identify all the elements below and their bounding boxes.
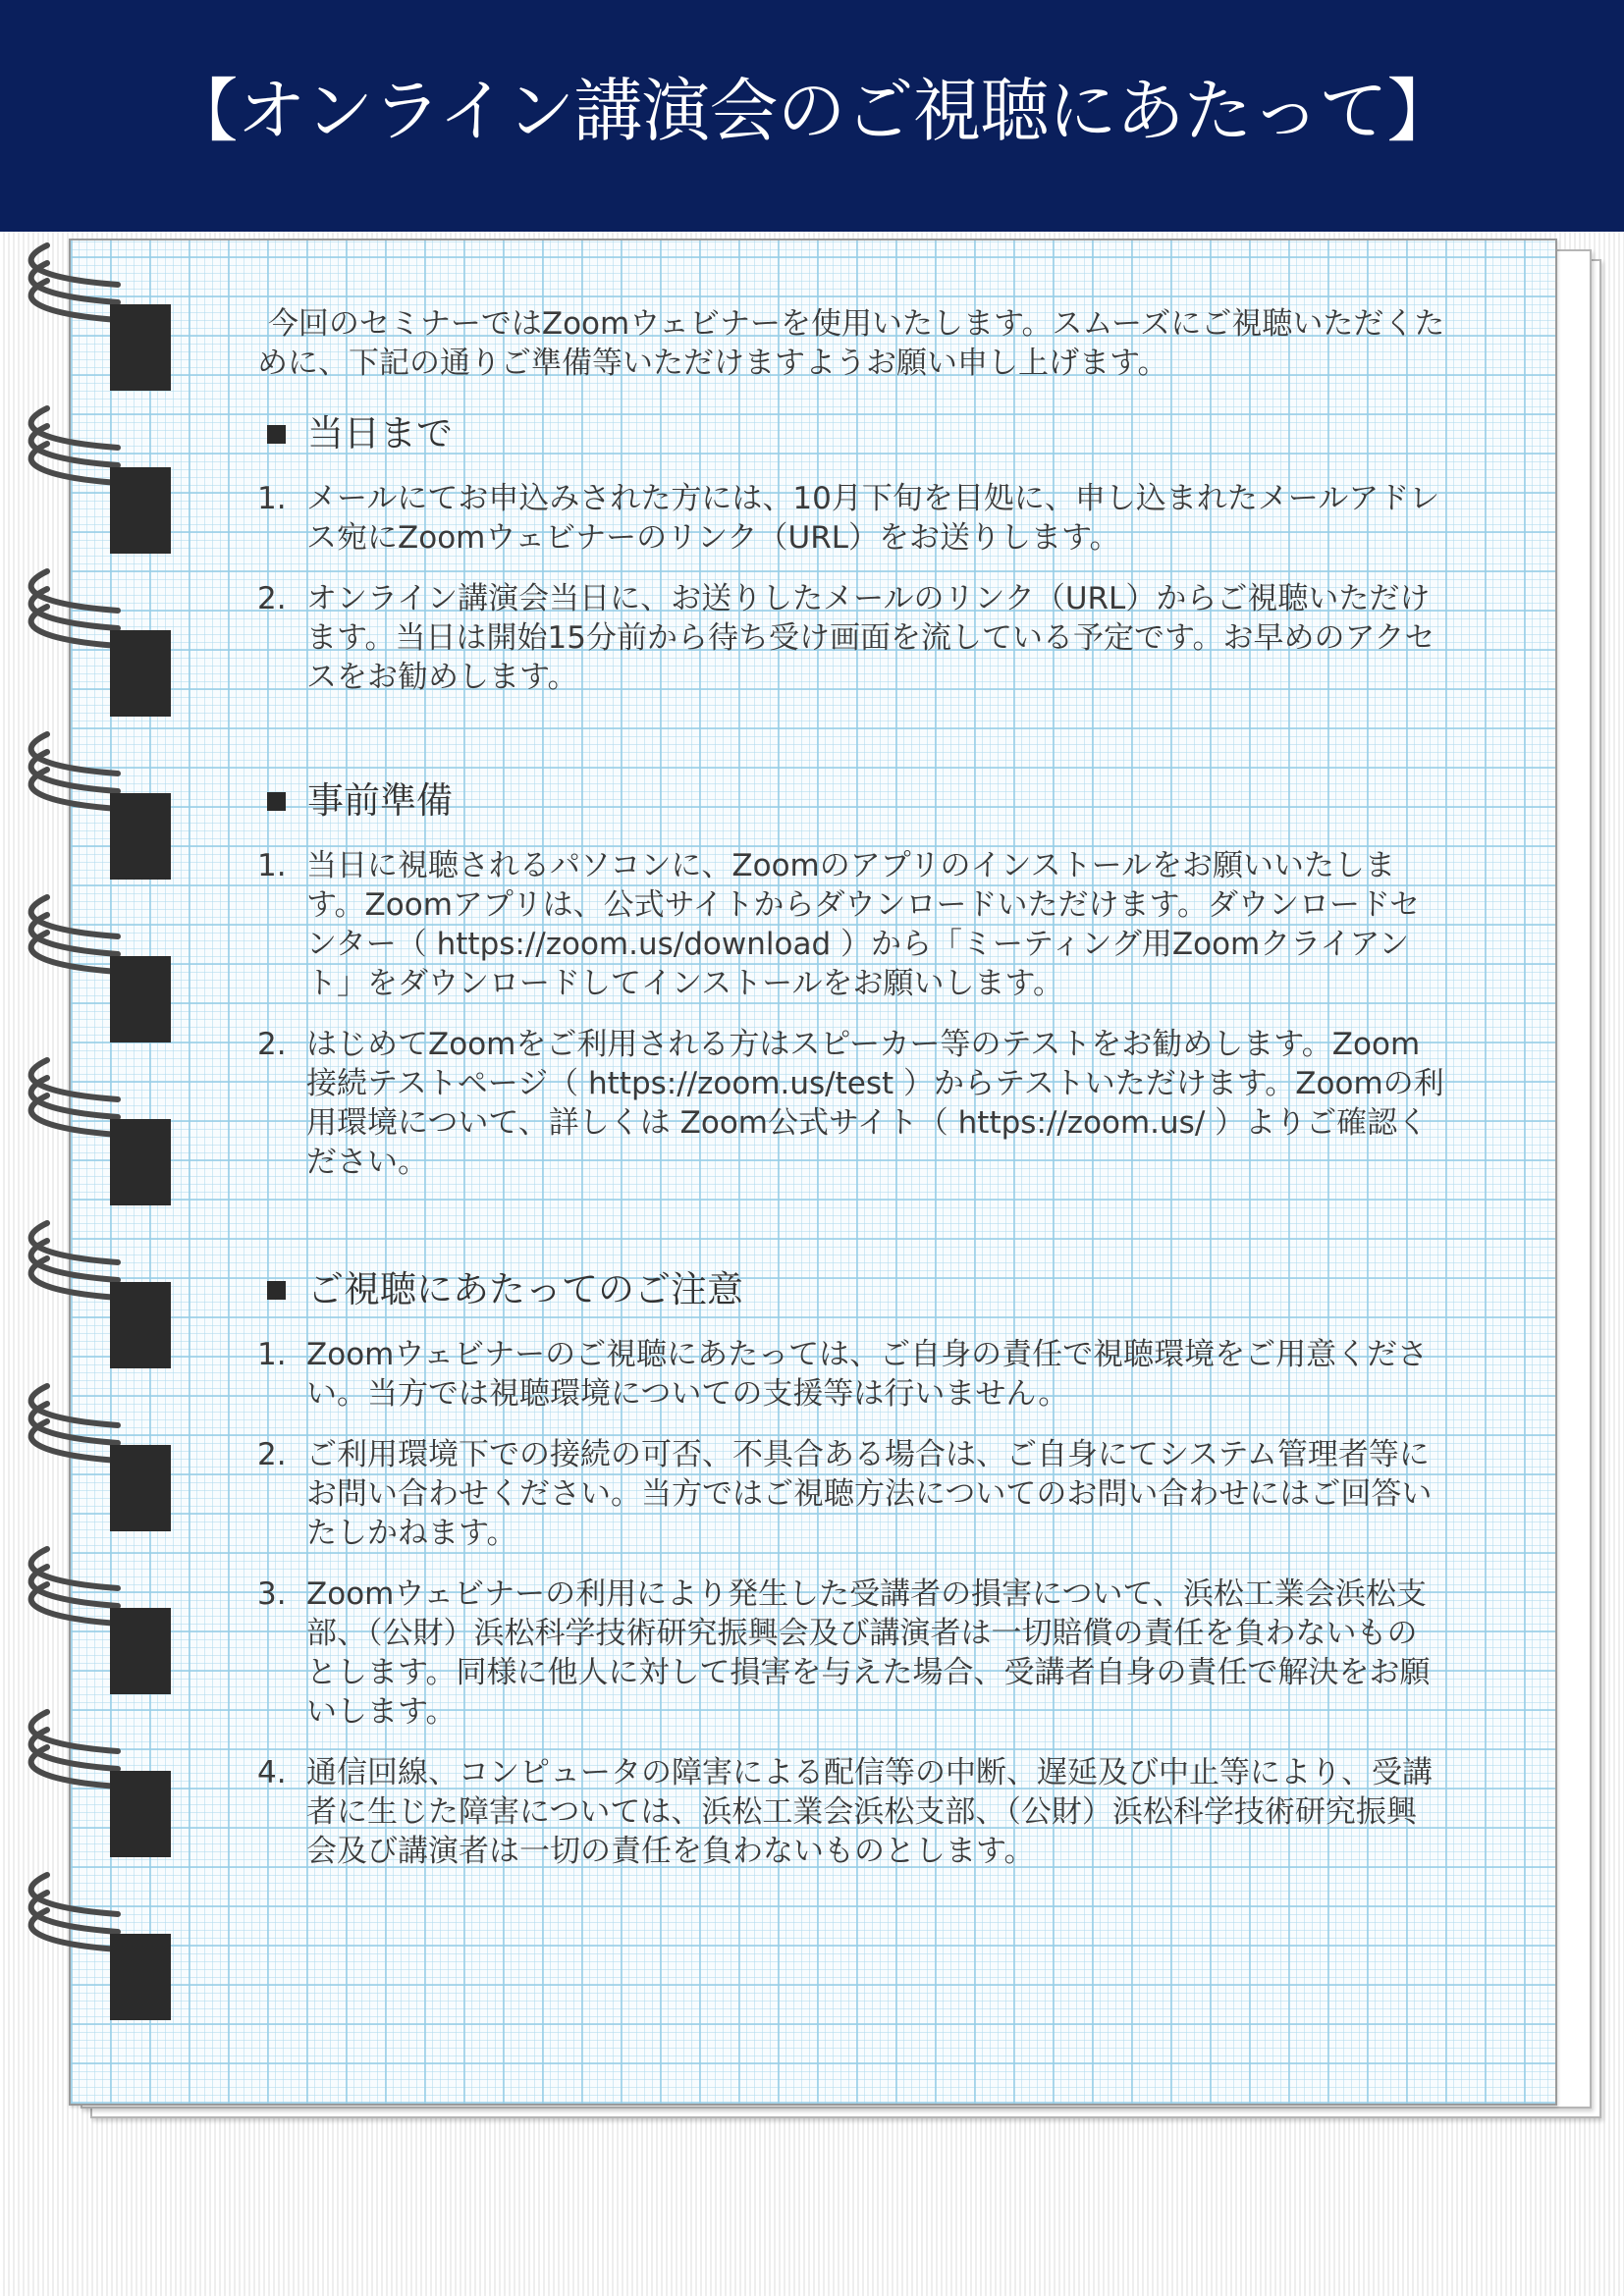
list-item (257, 1025, 1445, 1182)
list-item-text: はじめてZoomをご利用される方はスピーカー等のテストをお勧めします。Zoom接続テストページ（ https://zoom.us/test ）からテストいただけます。Zoomの利用環境について、詳しくは Zoom公式サイト（ https://zoom.us/ ）よりご確認ください。 (306, 1027, 1444, 1180)
spiral-ring-icon (31, 408, 171, 554)
list-item-number: 3. (257, 1576, 287, 1612)
list-item-number: 1. (257, 848, 287, 883)
square-bullet-icon (267, 792, 286, 811)
spiral-ring-icon (31, 245, 171, 391)
spiral-ring-icon (31, 897, 171, 1042)
preparation-list (257, 846, 1445, 1182)
list-item (257, 1335, 1445, 1414)
list-item-text: オンライン講演会当日に、お送りしたメールのリンク（URL）からご視聴いただけます。当日は開始15分前から待ち受け画面を流している予定です。お早めのアクセスをお勧めします。 (306, 581, 1435, 695)
section-gap (257, 719, 1445, 777)
list-item-text: Zoomウェビナーの利用により発生した受講者の損害について、浜松工業会浜松支部、（公財）浜松科学技術研究振興会及び講演者は一切賠償の責任を負わないものとします。同様に他人に対して損害を与えた場合、受講者自身の責任で解決をお願いします。 (306, 1576, 1431, 1730)
list-item-text: Zoomウェビナーのご視聴にあたっては、ご自身の責任で視聴環境をご用意ください。当方では視聴環境についての支援等は行いません。 (306, 1337, 1429, 1412)
spiral-ring-icon (31, 571, 171, 717)
spiral-binding (0, 0, 177, 2296)
page-title: 【オンライン講演会のご視聴にあたって】 (169, 71, 1455, 151)
square-bullet-icon (267, 425, 286, 444)
before-event-list (257, 479, 1445, 697)
list-item (257, 579, 1445, 697)
list-item-number: 1. (257, 481, 287, 516)
spiral-ring-icon (31, 1060, 171, 1205)
list-item (257, 846, 1445, 1003)
square-bullet-icon (267, 1281, 286, 1300)
section-title-notes (267, 1266, 1445, 1313)
list-item-number: 2. (257, 1027, 287, 1062)
list-item (257, 1753, 1445, 1871)
section-title-text: 事前準備 (307, 779, 453, 822)
list-item-text: 当日に視聴されるパソコンに、Zoomのアプリのインストールをお願いいたします。Zoomアプリは、公式サイトからダウンロードいただけます。ダウンロードセンター（ https://zoom.us/download ）から「ミーティング用Zoomクライアント」をダウンロードしてインストールをお願いします。 (306, 848, 1421, 1001)
section-title-text: ご視聴にあたってのご注意 (307, 1268, 743, 1310)
spiral-ring-icon (31, 1223, 171, 1368)
list-item (257, 1435, 1445, 1553)
list-item (257, 479, 1445, 558)
list-item-number: 2. (257, 581, 287, 616)
spiral-ring-icon (31, 1712, 171, 1857)
spiral-ring-icon (31, 1549, 171, 1694)
header-banner (0, 0, 1624, 232)
section-title-text: 当日まで (307, 412, 453, 454)
list-item-number: 2. (257, 1437, 287, 1472)
spiral-ring-icon (31, 1875, 171, 2020)
list-item-text: メールにてお申込みされた方には、10月下旬を目処に、申し込まれたメールアドレス宛にZoomウェビナーのリンク（URL）をお送りします。 (306, 481, 1440, 556)
list-item-text: ご利用環境下での接続の可否、不具合ある場合は、ご自身にてシステム管理者等にお問い合わせください。当方ではご視聴方法についてのお問い合わせにはご回答いたしかねます。 (306, 1437, 1433, 1551)
notes-list (257, 1335, 1445, 1871)
notebook-content (257, 304, 1445, 1893)
list-item-number: 4. (257, 1755, 287, 1790)
spiral-ring-icon (31, 1386, 171, 1531)
section-title-preparation (267, 777, 1445, 825)
section-gap (257, 1203, 1445, 1266)
list-item (257, 1575, 1445, 1732)
intro-text: 今回のセミナーではZoomウェビナーを使用いたします。スムーズにご視聴いただくために、下記の通りご準備等いただけますようお願い申し上げます。 (257, 306, 1445, 381)
list-item-number: 1. (257, 1337, 287, 1372)
list-item-text: 通信回線、コンピュータの障害による配信等の中断、遅延及び中止等により、受講者に生じた障害については、浜松工業会浜松支部、（公財）浜松科学技術研究振興会及び講演者は一切の責任を負わないものとします。 (306, 1755, 1433, 1869)
spiral-ring-icon (31, 734, 171, 880)
section-title-before-event (267, 410, 1445, 457)
